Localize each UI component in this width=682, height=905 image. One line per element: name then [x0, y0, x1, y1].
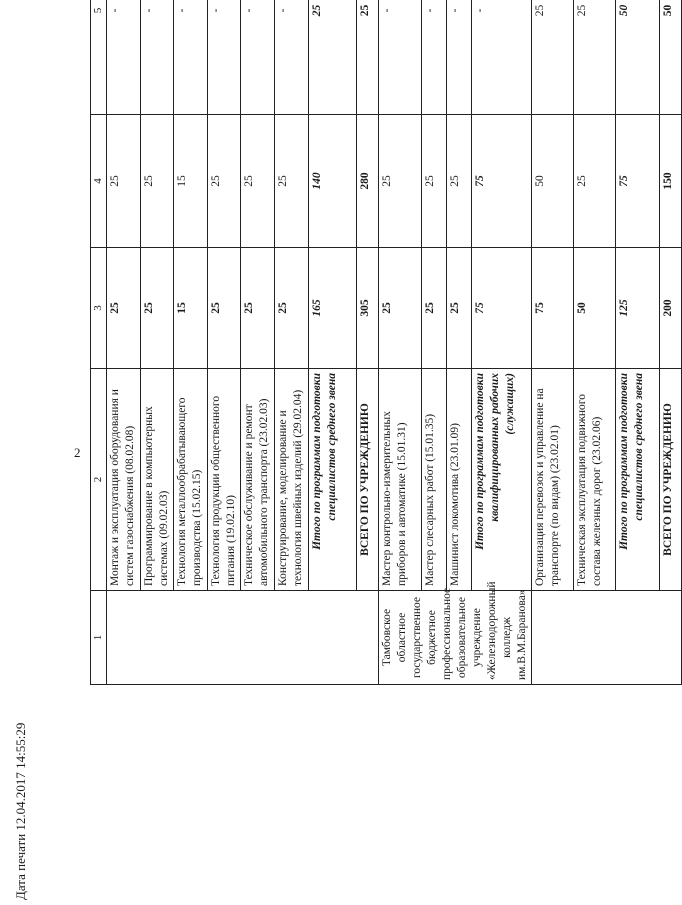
subtotal-row: [471, 0, 531, 685]
subtotal-row: [309, 0, 357, 685]
total-label: ВСЕГО ПО УЧРЕЖДЕНИЮ: [660, 369, 682, 591]
subtotal-col5: 50: [616, 0, 660, 115]
value-col5: -: [421, 0, 446, 115]
subtotal-col3: 165: [309, 248, 357, 369]
value-col4: 50: [532, 115, 574, 248]
header-cell: 5: [91, 0, 107, 115]
value-col4: 25: [574, 115, 616, 248]
program-name: Технология металлообрабатывающего производства (15.02.15): [174, 369, 208, 591]
subtotal-col4: 75: [471, 115, 531, 248]
subtotal-col5: -: [471, 0, 531, 115]
value-col3: 75: [532, 248, 574, 369]
value-col4: 25: [446, 115, 471, 248]
print-date: Дата печати 12.04.2017 14:55:29: [13, 722, 28, 900]
table-row: [208, 0, 241, 685]
value-col5: -: [174, 0, 208, 115]
program-name: Техническая эксплуатация подвижного состава железных дорог (23.02.06): [574, 369, 616, 591]
value-col3: 25: [141, 248, 174, 369]
table-row: [275, 0, 309, 685]
value-col4: 25: [107, 115, 141, 248]
value-col5: -: [208, 0, 241, 115]
value-col3: 25: [107, 248, 141, 369]
value-col4: 25: [141, 115, 174, 248]
table-container: [90, 0, 674, 685]
institution-cell-blank: [107, 591, 379, 685]
total-col4: 280: [357, 115, 379, 248]
program-name: Конструирование, моделирование и технология швейных изделий (29.02.04): [275, 369, 309, 591]
value-col5: -: [379, 0, 422, 115]
value-col3: 25: [241, 248, 275, 369]
total-col4: 150: [660, 115, 682, 248]
table-row: [574, 0, 616, 685]
table-row: [421, 0, 446, 685]
program-name: Машинист локомотива (23.01.09): [446, 369, 471, 591]
value-col4: 25: [421, 115, 446, 248]
total-col3: 305: [357, 248, 379, 369]
value-col4: 25: [275, 115, 309, 248]
program-name: Техническое обслуживание и ремонт автомобильного транспорта (23.02.03): [241, 369, 275, 591]
page-number: 2: [74, 445, 81, 460]
value-col5: 25: [574, 0, 616, 115]
table-row: [446, 0, 471, 685]
value-col4: 25: [208, 115, 241, 248]
table-row: [379, 0, 422, 685]
value-col3: 25: [446, 248, 471, 369]
value-col4: 25: [241, 115, 275, 248]
subtotal-row: [616, 0, 660, 685]
program-name: Монтаж и эксплуатация оборудования и систем газоснабжения (08.02.08): [107, 369, 141, 591]
subtotal-col4: 140: [309, 115, 357, 248]
table-row: [532, 0, 574, 685]
table-row: [141, 0, 174, 685]
value-col3: 15: [174, 248, 208, 369]
program-name: Организация перевозок и управление на транспорте (по видам) (23.02.01): [532, 369, 574, 591]
table-row: [174, 0, 208, 685]
value-col5: -: [446, 0, 471, 115]
header-cell: 2: [91, 369, 107, 591]
value-col5: -: [275, 0, 309, 115]
subtotal-col5: 25: [309, 0, 357, 115]
total-col5: 25: [357, 0, 379, 115]
table-row: [241, 0, 275, 685]
value-col5: 25: [532, 0, 574, 115]
header-row: [91, 0, 107, 685]
value-col3: 25: [208, 248, 241, 369]
total-row: [357, 0, 379, 685]
total-label: ВСЕГО ПО УЧРЕЖДЕНИЮ: [357, 369, 379, 591]
program-name: Мастер слесарных работ (15.01.35): [421, 369, 446, 591]
value-col5: -: [107, 0, 141, 115]
institution-cell-continued: [532, 591, 682, 685]
admission-table: [90, 0, 682, 685]
value-col4: 15: [174, 115, 208, 248]
value-col5: -: [241, 0, 275, 115]
header-cell: 1: [91, 591, 107, 685]
header-cell: 4: [91, 115, 107, 248]
subtotal-col3: 75: [471, 248, 531, 369]
program-name: Технология продукции общественного питания (19.02.10): [208, 369, 241, 591]
institution-cell: Тамбовское областное государственное бюджетное профессиональное образовательное учреждение «Железнодорожный колледж им.В.М.Баранова»: [379, 591, 532, 685]
total-row: [660, 0, 682, 685]
value-col5: -: [141, 0, 174, 115]
subtotal-col4: 75: [616, 115, 660, 248]
program-name: Программирование в компьютерных системах (09.02.03): [141, 369, 174, 591]
table-row: [107, 0, 141, 685]
value-col4: 25: [379, 115, 422, 248]
subtotal-label: Итого по программам подготовки специалистов среднего звена: [309, 369, 357, 591]
subtotal-label: Итого по программам подготовки специалистов среднего звена: [616, 369, 660, 591]
value-col3: 25: [275, 248, 309, 369]
total-col3: 200: [660, 248, 682, 369]
value-col3: 50: [574, 248, 616, 369]
subtotal-col3: 125: [616, 248, 660, 369]
header-cell: 3: [91, 248, 107, 369]
subtotal-label: Итого по программам подготовки квалифицированных рабочих (служащих): [471, 369, 531, 591]
total-col5: 50: [660, 0, 682, 115]
value-col3: 25: [421, 248, 446, 369]
value-col3: 25: [379, 248, 422, 369]
program-name: Мастер контрольно-измерительных приборов и автоматике (15.01.31): [379, 369, 422, 591]
